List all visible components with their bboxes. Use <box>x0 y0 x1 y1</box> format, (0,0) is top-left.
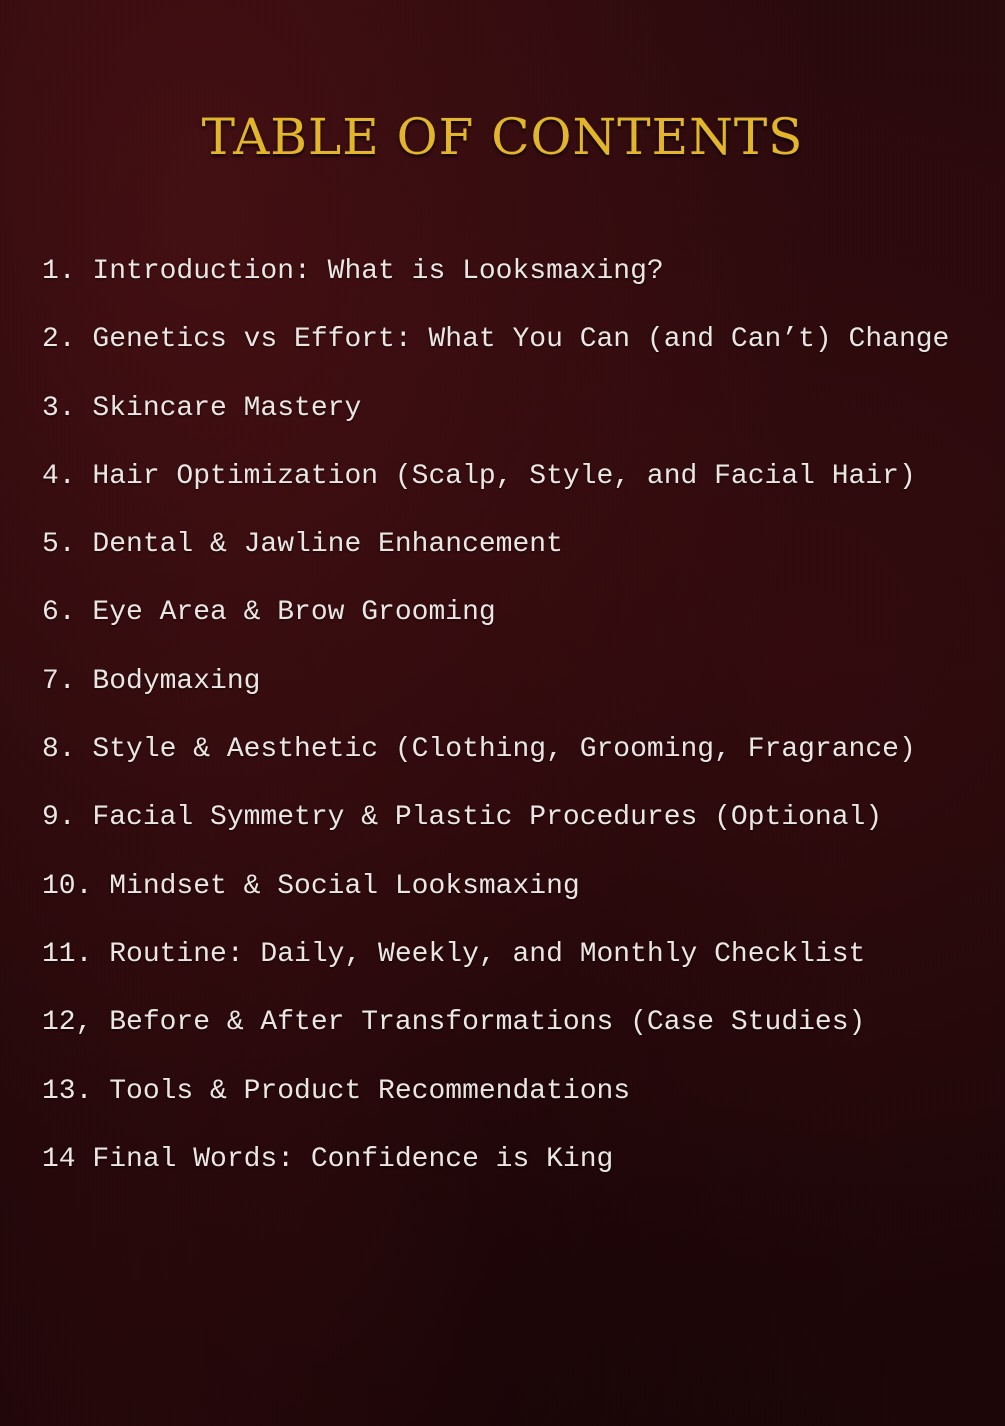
toc-item: 2. Genetics vs Effort: What You Can (and Can’t) Change <box>42 324 950 356</box>
toc-item: 9. Facial Symmetry & Plastic Procedures (Optional) <box>42 802 883 834</box>
table-of-contents <box>42 254 992 1210</box>
toc-item: 14 Final Words: Confidence is King <box>42 1143 614 1175</box>
toc-item: 3. Skincare Mastery <box>42 392 362 424</box>
toc-item: 7. Bodymaxing <box>42 665 261 697</box>
toc-item: 1. Introduction: What is Looksmaxing? <box>42 256 664 287</box>
toc-item: 8. Style & Aesthetic (Clothing, Grooming, Fragrance) <box>42 734 916 766</box>
page-title: TABLE OF CONTENTS <box>201 108 804 166</box>
toc-item: 12, Before & After Transformations (Case Studies) <box>42 1007 866 1039</box>
toc-item: 6. Eye Area & Brow Grooming <box>42 597 496 629</box>
toc-item: 11. Routine: Daily, Weekly, and Monthly Checklist <box>42 938 866 970</box>
toc-item: 10. Mindset & Social Looksmaxing <box>42 870 580 902</box>
toc-item: 5. Dental & Jawline Enhancement <box>42 529 563 561</box>
toc-item: 13. Tools & Product Recommendations <box>42 1075 631 1107</box>
toc-item: 4. Hair Optimization (Scalp, Style, and Facial Hair) <box>42 460 916 492</box>
